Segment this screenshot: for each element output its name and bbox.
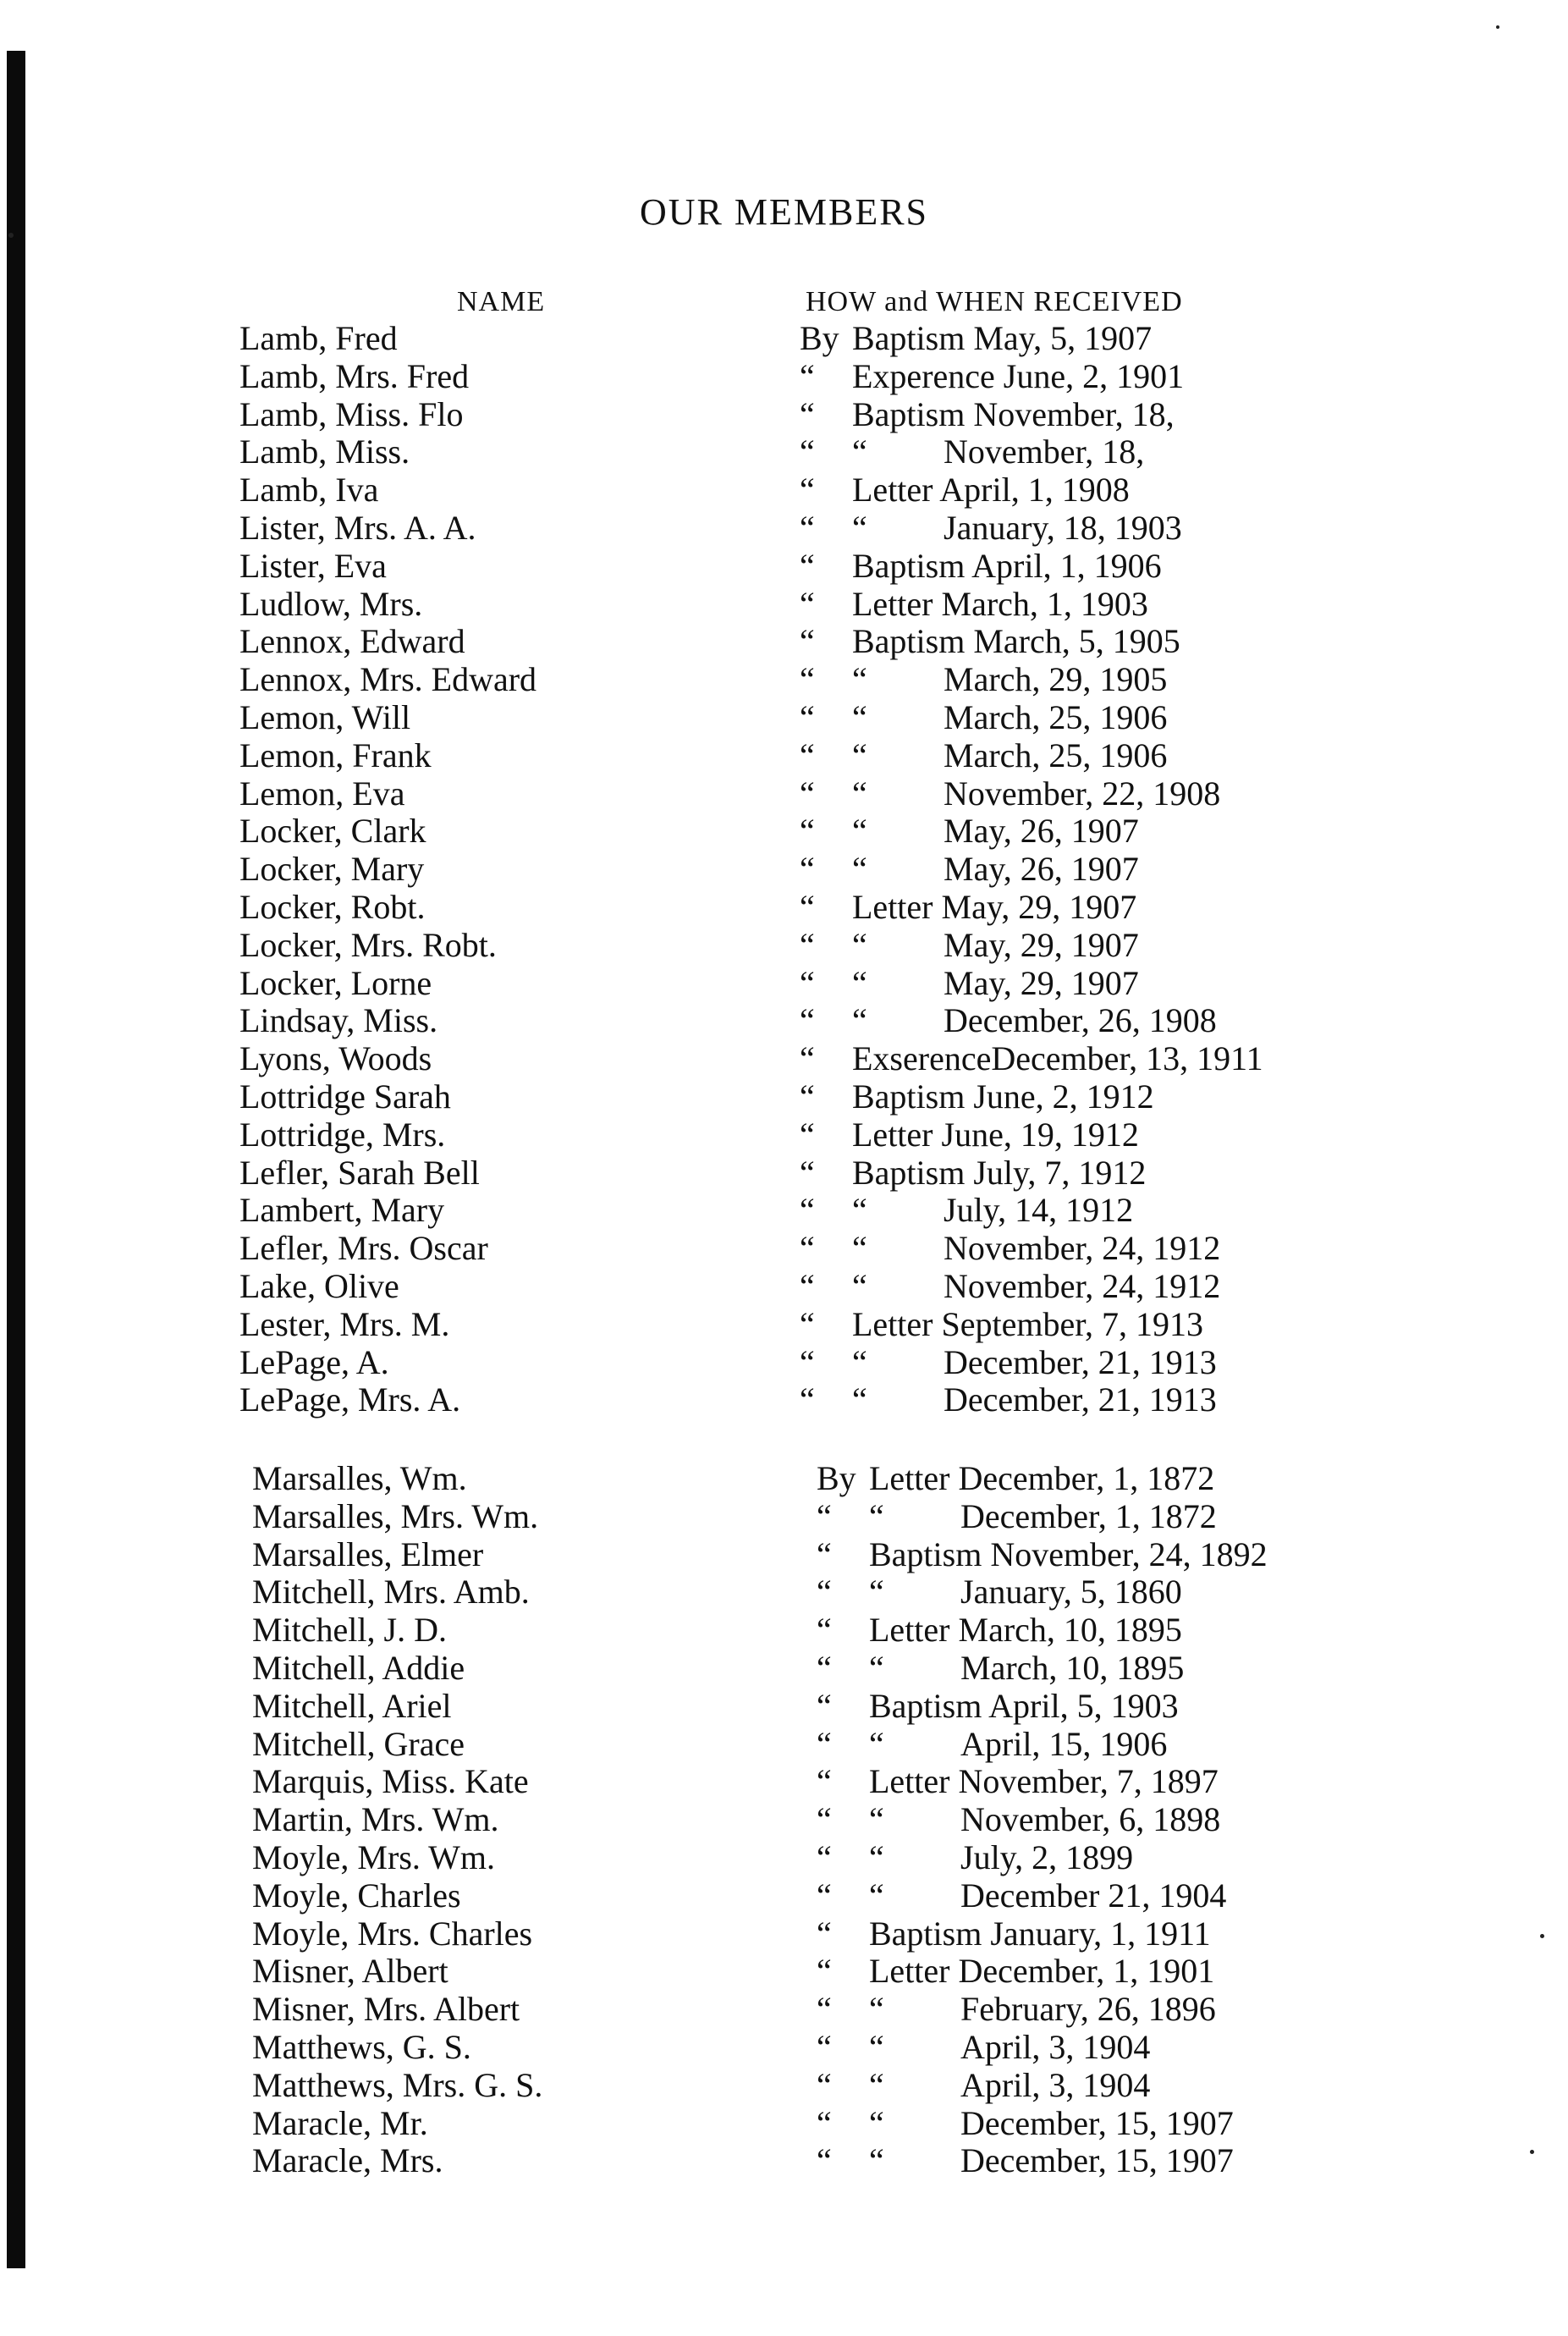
receipt-date: May, 26, 1907 xyxy=(944,850,1139,889)
member-received xyxy=(800,358,1184,396)
ditto-mark: “ xyxy=(869,1573,884,1612)
member-received xyxy=(800,813,1139,851)
ditto-or-prefix: “ xyxy=(800,471,815,510)
member-name: Lamb, Fred xyxy=(239,319,398,357)
member-row xyxy=(0,548,1568,586)
receipt-date: December, 1, 1872 xyxy=(960,1496,1217,1535)
member-row xyxy=(0,1230,1568,1268)
member-received xyxy=(800,586,1148,624)
member-name: Lottridge Sarah xyxy=(239,1077,451,1116)
member-received xyxy=(800,1306,1203,1344)
ditto-mark: “ xyxy=(852,1229,867,1268)
member-name: Lemon, Will xyxy=(239,697,411,736)
receipt-method: Baptism xyxy=(852,1077,966,1116)
ditto-or-prefix: By xyxy=(800,319,839,357)
ditto-mark: “ xyxy=(869,1990,884,2029)
ditto-mark: “ xyxy=(852,508,867,547)
ditto-or-prefix: “ xyxy=(800,1304,815,1343)
member-received xyxy=(817,1498,1217,1536)
member-row xyxy=(0,1498,1568,1536)
member-row xyxy=(0,1268,1568,1306)
receipt-date: December, 21, 1913 xyxy=(944,1380,1217,1419)
ditto-mark: “ xyxy=(852,660,867,699)
member-name: Marsalles, Mrs. Wm. xyxy=(252,1496,539,1535)
receipt-date: March, 1, 1903 xyxy=(941,584,1148,623)
ditto-mark: “ xyxy=(852,812,867,851)
ditto-or-prefix: “ xyxy=(800,925,815,964)
receipt-method: Baptism xyxy=(852,622,966,661)
member-name: Ludlow, Mrs. xyxy=(239,584,423,623)
member-name: Lamb, Miss. xyxy=(239,432,410,471)
member-received xyxy=(817,1688,1179,1726)
member-name: Misner, Mrs. Albert xyxy=(252,1990,520,2029)
ditto-or-prefix: “ xyxy=(817,2141,832,2180)
receipt-date: 13, 1911 xyxy=(1146,1039,1263,1078)
ditto-or-prefix: “ xyxy=(800,1077,815,1116)
receipt-date: June, 2, 1901 xyxy=(1003,356,1185,395)
member-received xyxy=(800,1078,1154,1116)
receipt-method: Letter xyxy=(852,1304,933,1343)
ditto-mark: “ xyxy=(852,1001,867,1040)
receipt-date: December 21, 1904 xyxy=(960,1876,1227,1915)
ditto-mark: “ xyxy=(852,432,867,471)
receipt-date: April, 1, 1908 xyxy=(939,471,1130,510)
receipt-date: March, 5, 1905 xyxy=(973,622,1180,661)
ditto-or-prefix: “ xyxy=(817,1724,832,1763)
receipt-date: December, 26, 1908 xyxy=(944,1001,1217,1040)
ditto-or-prefix: “ xyxy=(817,2065,832,2104)
member-name: Lester, Mrs. M. xyxy=(239,1304,450,1343)
member-name: Locker, Mary xyxy=(239,850,425,889)
receipt-date: June, 2, 1912 xyxy=(973,1077,1154,1116)
member-name: Mitchell, J. D. xyxy=(252,1611,447,1650)
member-received xyxy=(817,1612,1182,1650)
ditto-or-prefix: “ xyxy=(800,1191,815,1230)
member-received xyxy=(817,2067,1150,2105)
receipt-date: November, 18, xyxy=(944,432,1145,471)
member-name: Lister, Mrs. A. A. xyxy=(239,508,476,547)
member-received xyxy=(817,1839,1133,1877)
ditto-or-prefix: “ xyxy=(817,1800,832,1839)
ditto-or-prefix: “ xyxy=(817,1686,832,1725)
member-row xyxy=(0,358,1568,396)
member-received xyxy=(817,1877,1226,1915)
member-received xyxy=(800,548,1162,586)
ditto-or-prefix: “ xyxy=(817,1648,832,1687)
ditto-or-prefix: “ xyxy=(817,1573,832,1612)
receipt-date: April, 3, 1904 xyxy=(960,2027,1151,2066)
member-received xyxy=(817,1650,1184,1688)
member-name: Mitchell, Addie xyxy=(252,1648,465,1687)
members-list-m xyxy=(0,1460,1568,2180)
member-received xyxy=(817,2142,1234,2180)
receipt-date: September, 7, 1913 xyxy=(941,1304,1203,1343)
receipt-date: July, 7, 1912 xyxy=(973,1153,1147,1192)
member-received xyxy=(817,1726,1167,1764)
member-row xyxy=(0,1726,1568,1764)
member-row xyxy=(0,1002,1568,1040)
receipt-method: Letter xyxy=(852,1115,933,1154)
member-received xyxy=(800,965,1139,1003)
ditto-or-prefix: “ xyxy=(800,622,815,661)
member-row xyxy=(0,471,1568,510)
member-row xyxy=(0,320,1568,358)
member-row xyxy=(0,586,1568,624)
member-row xyxy=(0,1801,1568,1839)
ditto-or-prefix: “ xyxy=(817,1837,832,1876)
ditto-or-prefix: “ xyxy=(817,2027,832,2066)
ditto-or-prefix: “ xyxy=(817,1762,832,1801)
member-row xyxy=(0,1763,1568,1801)
ditto-mark: “ xyxy=(869,2103,884,2142)
member-row xyxy=(0,889,1568,927)
receipt-date: May, 29, 1907 xyxy=(944,963,1139,1002)
ditto-or-prefix: “ xyxy=(800,697,815,736)
member-received xyxy=(800,851,1139,889)
member-name: Mitchell, Mrs. Amb. xyxy=(252,1573,530,1612)
column-header-received: HOW and WHEN RECEIVED xyxy=(806,286,1183,317)
ditto-or-prefix: “ xyxy=(800,736,815,774)
member-row xyxy=(0,1839,1568,1877)
member-row xyxy=(0,510,1568,548)
receipt-date: April, 1, 1906 xyxy=(971,546,1162,585)
member-name: Lamb, Miss. Flo xyxy=(239,394,464,433)
member-received xyxy=(800,775,1220,813)
receipt-date: December, 15, 1907 xyxy=(960,2103,1234,2142)
member-row xyxy=(0,2029,1568,2067)
receipt-method: Baptism xyxy=(869,1686,982,1725)
ditto-mark: “ xyxy=(852,736,867,774)
ditto-or-prefix: “ xyxy=(800,963,815,1002)
ditto-mark: “ xyxy=(852,1342,867,1381)
member-name: Misner, Albert xyxy=(252,1952,448,1991)
ditto-mark: “ xyxy=(852,1266,867,1305)
ditto-mark: “ xyxy=(852,925,867,964)
member-name: Locker, Clark xyxy=(239,812,426,851)
member-received xyxy=(817,2029,1150,2067)
member-name: Matthews, G. S. xyxy=(252,2027,471,2066)
ditto-or-prefix: “ xyxy=(800,1266,815,1305)
receipt-date: March, 25, 1906 xyxy=(944,697,1168,736)
ditto-or-prefix: “ xyxy=(800,546,815,585)
member-name: Locker, Lorne xyxy=(239,963,432,1002)
member-name: Lemon, Frank xyxy=(239,736,432,774)
member-name: Lindsay, Miss. xyxy=(239,1001,438,1040)
ditto-or-prefix: “ xyxy=(800,850,815,889)
ditto-or-prefix: “ xyxy=(800,394,815,433)
member-received xyxy=(800,433,1144,471)
member-name: Marsalles, Wm. xyxy=(252,1459,467,1497)
member-name: Matthews, Mrs. G. S. xyxy=(252,2065,543,2104)
ditto-or-prefix: “ xyxy=(800,1380,815,1419)
receipt-method: ExserenceDecember, xyxy=(852,1039,1138,1078)
ditto-or-prefix: “ xyxy=(800,356,815,395)
ditto-or-prefix: “ xyxy=(817,1876,832,1915)
receipt-method: Baptism xyxy=(852,319,966,357)
receipt-date: November, 24, 1912 xyxy=(944,1266,1221,1305)
receipt-method: Experence xyxy=(852,356,995,395)
member-received xyxy=(817,1763,1219,1801)
ditto-mark: “ xyxy=(869,1496,884,1535)
member-row xyxy=(0,1650,1568,1688)
ditto-or-prefix: “ xyxy=(817,1496,832,1535)
member-name: Locker, Robt. xyxy=(239,887,426,926)
receipt-method: Letter xyxy=(869,1611,950,1650)
receipt-method: Letter xyxy=(852,584,933,623)
ditto-mark: “ xyxy=(869,2027,884,2066)
ditto-or-prefix: “ xyxy=(800,508,815,547)
member-received xyxy=(817,1573,1182,1612)
ditto-or-prefix: “ xyxy=(817,2103,832,2142)
ditto-or-prefix: “ xyxy=(800,432,815,471)
member-name: Maracle, Mr. xyxy=(252,2103,428,2142)
member-received xyxy=(800,1002,1217,1040)
members-list-l xyxy=(0,320,1568,1419)
ditto-mark: “ xyxy=(852,850,867,889)
receipt-date: November, 24, 1892 xyxy=(990,1534,1268,1573)
ditto-mark: “ xyxy=(869,2141,884,2180)
member-received xyxy=(817,2105,1234,2143)
page-title: OUR MEMBERS xyxy=(639,191,929,233)
member-received xyxy=(817,1460,1214,1498)
receipt-method: Letter xyxy=(869,1952,950,1991)
member-name: Mitchell, Ariel xyxy=(252,1686,452,1725)
member-row xyxy=(0,1192,1568,1230)
member-name: Marquis, Miss. Kate xyxy=(252,1762,529,1801)
member-received xyxy=(800,1344,1217,1382)
member-row xyxy=(0,1154,1568,1193)
receipt-date: April, 15, 1906 xyxy=(960,1724,1168,1763)
receipt-date: November, 7, 1897 xyxy=(958,1762,1219,1801)
receipt-method: Baptism xyxy=(852,394,966,433)
member-row xyxy=(0,965,1568,1003)
member-row xyxy=(0,813,1568,851)
member-name: Lottridge, Mrs. xyxy=(239,1115,446,1154)
ditto-or-prefix: “ xyxy=(800,1153,815,1192)
receipt-date: April, 5, 1903 xyxy=(988,1686,1179,1725)
member-row xyxy=(0,2142,1568,2180)
member-row xyxy=(0,775,1568,813)
ditto-or-prefix: “ xyxy=(800,660,815,699)
member-name: LePage, Mrs. A. xyxy=(239,1380,461,1419)
member-name: Mitchell, Grace xyxy=(252,1724,465,1763)
ditto-mark: “ xyxy=(869,1648,884,1687)
ditto-mark: “ xyxy=(869,1837,884,1876)
member-name: Moyle, Mrs. Wm. xyxy=(252,1837,496,1876)
receipt-date: May, 26, 1907 xyxy=(944,812,1139,851)
receipt-date: March, 10, 1895 xyxy=(958,1611,1182,1650)
ditto-mark: “ xyxy=(852,774,867,813)
member-name: Lyons, Woods xyxy=(239,1039,432,1078)
member-row xyxy=(0,2067,1568,2105)
receipt-method: Letter xyxy=(852,887,933,926)
print-speck xyxy=(1496,25,1499,29)
member-received xyxy=(800,699,1167,737)
member-received xyxy=(817,1953,1214,1991)
ditto-or-prefix: “ xyxy=(800,1115,815,1154)
member-received xyxy=(800,1154,1146,1193)
ditto-mark: “ xyxy=(852,1191,867,1230)
member-name: Martin, Mrs. Wm. xyxy=(252,1800,499,1839)
member-row xyxy=(0,661,1568,699)
member-received xyxy=(800,623,1180,661)
receipt-date: July, 14, 1912 xyxy=(944,1191,1134,1230)
member-row xyxy=(0,1877,1568,1915)
ditto-mark: “ xyxy=(869,1724,884,1763)
ditto-or-prefix: “ xyxy=(817,1914,832,1953)
member-name: Lake, Olive xyxy=(239,1266,399,1305)
ditto-or-prefix: “ xyxy=(800,1229,815,1268)
receipt-date: November, 24, 1912 xyxy=(944,1229,1221,1268)
member-row xyxy=(0,396,1568,434)
receipt-method: Letter xyxy=(869,1459,950,1497)
ditto-or-prefix: “ xyxy=(817,1611,832,1650)
member-received xyxy=(800,1116,1139,1154)
member-row xyxy=(0,851,1568,889)
member-name: Lennox, Mrs. Edward xyxy=(239,660,537,699)
member-name: Lamb, Iva xyxy=(239,471,379,510)
member-received xyxy=(800,1192,1133,1230)
member-name: Lamb, Mrs. Fred xyxy=(239,356,470,395)
member-name: LePage, A. xyxy=(239,1342,389,1381)
receipt-date: February, 26, 1896 xyxy=(960,1990,1216,2029)
receipt-method: Letter xyxy=(852,471,933,510)
member-row xyxy=(0,1381,1568,1419)
member-received xyxy=(817,1801,1220,1839)
ditto-or-prefix: “ xyxy=(817,1952,832,1991)
member-received xyxy=(800,1040,1263,1078)
member-row xyxy=(0,927,1568,965)
member-name: Maracle, Mrs. xyxy=(252,2141,443,2180)
member-received xyxy=(817,1991,1216,2029)
member-received xyxy=(800,737,1167,775)
ditto-or-prefix: “ xyxy=(800,1039,815,1078)
receipt-date: May, 29, 1907 xyxy=(944,925,1139,964)
ditto-mark: “ xyxy=(852,697,867,736)
ditto-or-prefix: By xyxy=(817,1459,856,1497)
ditto-or-prefix: “ xyxy=(800,1342,815,1381)
receipt-date: December, 1, 1872 xyxy=(958,1459,1215,1497)
ditto-mark: “ xyxy=(869,1876,884,1915)
receipt-date: March, 29, 1905 xyxy=(944,660,1168,699)
member-row xyxy=(0,2105,1568,2143)
member-row xyxy=(0,1116,1568,1154)
member-received xyxy=(800,396,1175,434)
ditto-or-prefix: “ xyxy=(800,887,815,926)
receipt-date: November, 18, xyxy=(973,394,1175,433)
receipt-date: November, 6, 1898 xyxy=(960,1800,1221,1839)
ditto-or-prefix: “ xyxy=(800,584,815,623)
member-row xyxy=(0,737,1568,775)
receipt-method: Baptism xyxy=(852,546,966,585)
receipt-date: April, 3, 1904 xyxy=(960,2065,1151,2104)
receipt-date: January, 1, 1911 xyxy=(990,1914,1211,1953)
member-received xyxy=(800,927,1139,965)
receipt-method: Baptism xyxy=(869,1534,982,1573)
column-header-name: NAME xyxy=(457,286,546,317)
member-name: Moyle, Charles xyxy=(252,1876,461,1915)
member-name: Lemon, Eva xyxy=(239,774,405,813)
ditto-mark: “ xyxy=(869,2065,884,2104)
receipt-method: Letter xyxy=(869,1762,950,1801)
member-row xyxy=(0,1306,1568,1344)
member-name: Lefler, Mrs. Oscar xyxy=(239,1229,488,1268)
ditto-mark: “ xyxy=(869,1800,884,1839)
receipt-date: July, 2, 1899 xyxy=(960,1837,1134,1876)
member-received xyxy=(800,1230,1220,1268)
member-row xyxy=(0,1953,1568,1991)
receipt-date: November, 22, 1908 xyxy=(944,774,1221,813)
receipt-method: Baptism xyxy=(869,1914,982,1953)
member-name: Lennox, Edward xyxy=(239,622,465,661)
member-name: Lefler, Sarah Bell xyxy=(239,1153,480,1192)
member-received xyxy=(800,510,1182,548)
member-row xyxy=(0,1612,1568,1650)
receipt-date: March, 10, 1895 xyxy=(960,1648,1185,1687)
receipt-date: June, 19, 1912 xyxy=(941,1115,1139,1154)
member-received xyxy=(817,1915,1211,1953)
receipt-method: Baptism xyxy=(852,1153,966,1192)
receipt-date: May, 5, 1907 xyxy=(973,319,1153,357)
member-row xyxy=(0,1536,1568,1574)
member-received xyxy=(800,1381,1217,1419)
receipt-date: May, 29, 1907 xyxy=(941,887,1137,926)
member-received xyxy=(800,661,1167,699)
member-row xyxy=(0,1040,1568,1078)
member-received xyxy=(800,889,1136,927)
ditto-mark: “ xyxy=(852,963,867,1002)
member-row xyxy=(0,1573,1568,1612)
ditto-or-prefix: “ xyxy=(817,1534,832,1573)
member-row xyxy=(0,699,1568,737)
member-name: Locker, Mrs. Robt. xyxy=(239,925,497,964)
member-name: Lister, Eva xyxy=(239,546,387,585)
ditto-or-prefix: “ xyxy=(800,812,815,851)
receipt-date: January, 18, 1903 xyxy=(944,508,1182,547)
ditto-or-prefix: “ xyxy=(800,1001,815,1040)
receipt-date: December, 15, 1907 xyxy=(960,2141,1234,2180)
ditto-mark: “ xyxy=(852,1380,867,1419)
member-row xyxy=(0,1078,1568,1116)
member-name: Moyle, Mrs. Charles xyxy=(252,1914,533,1953)
receipt-date: March, 25, 1906 xyxy=(944,736,1168,774)
member-received xyxy=(817,1536,1268,1574)
member-row xyxy=(0,1460,1568,1498)
receipt-date: December, 21, 1913 xyxy=(944,1342,1217,1381)
receipt-date: December, 1, 1901 xyxy=(958,1952,1215,1991)
member-row xyxy=(0,623,1568,661)
member-received xyxy=(800,1268,1220,1306)
member-name: Marsalles, Elmer xyxy=(252,1534,484,1573)
ditto-or-prefix: “ xyxy=(800,774,815,813)
member-row xyxy=(0,1688,1568,1726)
member-row xyxy=(0,433,1568,471)
member-row xyxy=(0,1915,1568,1953)
ditto-or-prefix: “ xyxy=(817,1990,832,2029)
member-received xyxy=(800,471,1130,510)
member-row xyxy=(0,1991,1568,2029)
member-received xyxy=(800,320,1152,358)
receipt-date: January, 5, 1860 xyxy=(960,1573,1182,1612)
member-name: Lambert, Mary xyxy=(239,1191,445,1230)
member-row xyxy=(0,1344,1568,1382)
